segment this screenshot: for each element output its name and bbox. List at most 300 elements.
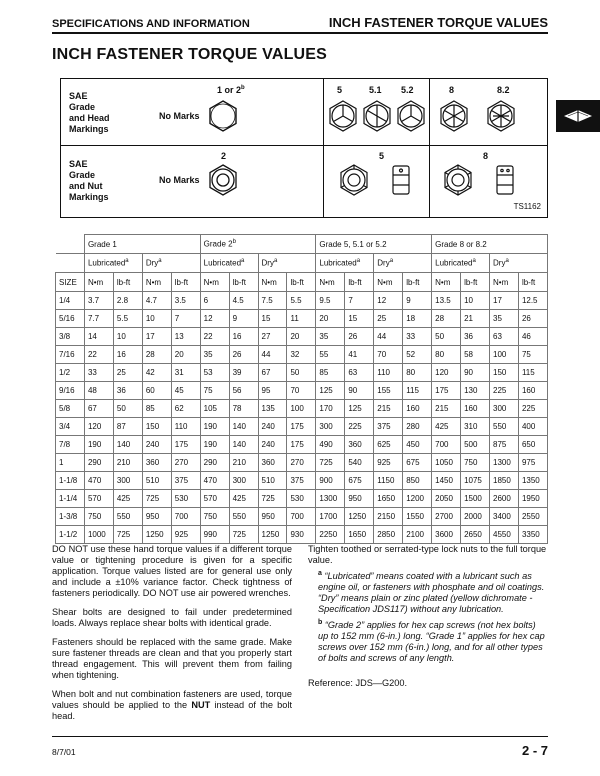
unit-nm: N•m bbox=[490, 273, 519, 292]
torque-cell: 3.7 bbox=[84, 292, 113, 310]
torque-cell: 21 bbox=[461, 310, 490, 328]
torque-cell: 290 bbox=[84, 454, 113, 472]
size-header: SIZE bbox=[56, 273, 85, 292]
size-cell: 7/16 bbox=[56, 346, 85, 364]
left-text-column bbox=[52, 544, 292, 730]
unit-nm: N•m bbox=[142, 273, 171, 292]
torque-cell: 375 bbox=[171, 472, 200, 490]
torque-cell: 6 bbox=[200, 292, 229, 310]
torque-cell: 90 bbox=[345, 382, 374, 400]
torque-cell: 425 bbox=[432, 418, 461, 436]
torque-cell: 175 bbox=[171, 436, 200, 454]
torque-cell: 26 bbox=[229, 346, 258, 364]
torque-cell: 120 bbox=[432, 364, 461, 382]
grade-8-head-icons bbox=[437, 99, 537, 133]
unit-lbft: lb-ft bbox=[518, 273, 547, 292]
lubricated-header: Lubricated$^a$ bbox=[84, 254, 142, 273]
torque-cell: 2100 bbox=[403, 526, 432, 544]
torque-cell: 725 bbox=[316, 454, 345, 472]
torque-cell: 215 bbox=[432, 400, 461, 418]
grade-1-header: Grade 1 bbox=[84, 235, 200, 254]
torque-cell: 4.5 bbox=[229, 292, 258, 310]
torque-cell: 530 bbox=[171, 490, 200, 508]
torque-cell: 13.5 bbox=[432, 292, 461, 310]
torque-table-body bbox=[56, 292, 548, 544]
torque-cell: 190 bbox=[200, 418, 229, 436]
footer-date: 8/7/01 bbox=[52, 747, 76, 757]
unit-nm: N•m bbox=[200, 273, 229, 292]
table-row bbox=[56, 346, 548, 364]
torque-cell: 7.5 bbox=[258, 292, 287, 310]
torque-cell: 570 bbox=[84, 490, 113, 508]
torque-cell: 375 bbox=[287, 472, 316, 490]
torque-cell: 225 bbox=[490, 382, 519, 400]
paragraph-combination: When bolt and nut combination fasteners are used, torque values should be applied to the NUT instead of the bolt head. bbox=[52, 689, 292, 721]
grade-8-nut-icons bbox=[441, 163, 525, 197]
header-topic: INCH FASTENER TORQUE VALUES bbox=[328, 15, 548, 30]
torque-cell: 3350 bbox=[518, 526, 547, 544]
torque-cell: 2550 bbox=[518, 508, 547, 526]
torque-cell: 190 bbox=[84, 436, 113, 454]
torque-cell: 125 bbox=[316, 382, 345, 400]
torque-cell: 27 bbox=[258, 328, 287, 346]
torque-cell: 850 bbox=[403, 472, 432, 490]
torque-cell: 85 bbox=[316, 364, 345, 382]
torque-cell: 12 bbox=[374, 292, 403, 310]
torque-cell: 3.5 bbox=[171, 292, 200, 310]
torque-cell: 45 bbox=[171, 382, 200, 400]
torque-cell: 115 bbox=[403, 382, 432, 400]
torque-cell: 270 bbox=[171, 454, 200, 472]
running-header bbox=[52, 10, 548, 30]
footer-rule bbox=[52, 736, 548, 737]
torque-cell: 35 bbox=[316, 328, 345, 346]
torque-cell: 20 bbox=[287, 328, 316, 346]
torque-cell: 160 bbox=[518, 382, 547, 400]
torque-cell: 300 bbox=[490, 400, 519, 418]
size-cell: 9/16 bbox=[56, 382, 85, 400]
size-cell: 3/8 bbox=[56, 328, 85, 346]
torque-cell: 9 bbox=[229, 310, 258, 328]
torque-cell: 625 bbox=[374, 436, 403, 454]
unit-lbft: lb-ft bbox=[461, 273, 490, 292]
torque-cell: 4.7 bbox=[142, 292, 171, 310]
torque-cell: 1300 bbox=[490, 454, 519, 472]
condition-header-row bbox=[56, 254, 548, 273]
torque-cell: 1650 bbox=[345, 526, 374, 544]
nut-grade-8: 8 bbox=[483, 151, 489, 161]
torque-cell: 67 bbox=[84, 400, 113, 418]
torque-cell: 540 bbox=[345, 454, 374, 472]
torque-cell: 90 bbox=[461, 364, 490, 382]
torque-cell: 10 bbox=[142, 310, 171, 328]
hex-nut-plain-icon bbox=[206, 163, 240, 197]
lubricated-header: Lubricated$^a$ bbox=[316, 254, 374, 273]
torque-cell: 7 bbox=[345, 292, 374, 310]
torque-cell: 650 bbox=[518, 436, 547, 454]
torque-cell: 550 bbox=[490, 418, 519, 436]
head-markings-label: SAE Grade and Head Markings bbox=[69, 91, 110, 134]
torque-cell: 470 bbox=[200, 472, 229, 490]
grade-5-nut-icons bbox=[337, 163, 421, 197]
torque-cell: 78 bbox=[229, 400, 258, 418]
unit-nm: N•m bbox=[432, 273, 461, 292]
size-cell: 1-1/4 bbox=[56, 490, 85, 508]
torque-cell: 2000 bbox=[461, 508, 490, 526]
unit-nm: N•m bbox=[84, 273, 113, 292]
torque-cell: 750 bbox=[84, 508, 113, 526]
torque-cell: 450 bbox=[403, 436, 432, 454]
section-tab bbox=[556, 100, 600, 132]
torque-cell: 2.8 bbox=[113, 292, 142, 310]
torque-cell: 2600 bbox=[490, 490, 519, 508]
torque-cell: 7.7 bbox=[84, 310, 113, 328]
torque-cell: 3400 bbox=[490, 508, 519, 526]
torque-cell: 39 bbox=[229, 364, 258, 382]
grade-5-header: Grade 5, 5.1 or 5.2 bbox=[316, 235, 432, 254]
torque-cell: 2650 bbox=[461, 526, 490, 544]
torque-cell: 360 bbox=[258, 454, 287, 472]
torque-cell: 1250 bbox=[258, 526, 287, 544]
torque-cell: 80 bbox=[432, 346, 461, 364]
torque-cell: 5.5 bbox=[287, 292, 316, 310]
torque-cell: 13 bbox=[171, 328, 200, 346]
torque-cell: 150 bbox=[142, 418, 171, 436]
footnote-b: $^b$ “Grade 2” applies for hex cap screws (not hex bolts) up to 152 mm (6-in.) long. “Grade 1” applies for hex cap screws over 152 mm (6-in.) long, and for all other types of bolts and screws of any length. bbox=[318, 619, 545, 664]
head-grade-8-2: 8.2 bbox=[497, 85, 510, 95]
torque-cell: 675 bbox=[345, 472, 374, 490]
torque-cell: 725 bbox=[229, 526, 258, 544]
torque-cell: 1850 bbox=[490, 472, 519, 490]
torque-cell: 510 bbox=[142, 472, 171, 490]
torque-cell: 32 bbox=[287, 346, 316, 364]
torque-cell: 240 bbox=[142, 436, 171, 454]
torque-cell: 1350 bbox=[518, 472, 547, 490]
torque-cell: 15 bbox=[345, 310, 374, 328]
torque-cell: 290 bbox=[200, 454, 229, 472]
torque-cell: 46 bbox=[518, 328, 547, 346]
torque-cell: 930 bbox=[287, 526, 316, 544]
torque-cell: 26 bbox=[345, 328, 374, 346]
torque-cell: 28 bbox=[432, 310, 461, 328]
torque-cell: 530 bbox=[287, 490, 316, 508]
paragraph-lock-nuts: Tighten toothed or serrated-type lock nuts to the full torque value. bbox=[308, 544, 547, 565]
size-cell: 5/8 bbox=[56, 400, 85, 418]
torque-cell: 25 bbox=[113, 364, 142, 382]
torque-cell: 300 bbox=[113, 472, 142, 490]
torque-cell: 425 bbox=[113, 490, 142, 508]
dry-header: Dry$^a$ bbox=[374, 254, 432, 273]
unit-lbft: lb-ft bbox=[113, 273, 142, 292]
torque-cell: 17 bbox=[490, 292, 519, 310]
lubricated-header: Lubricated$^a$ bbox=[200, 254, 258, 273]
torque-cell: 75 bbox=[518, 346, 547, 364]
torque-cell: 675 bbox=[403, 454, 432, 472]
torque-cell: 175 bbox=[432, 382, 461, 400]
torque-cell: 16 bbox=[229, 328, 258, 346]
nut-grade-5: 5 bbox=[379, 151, 385, 161]
torque-cell: 95 bbox=[258, 382, 287, 400]
torque-cell: 140 bbox=[229, 436, 258, 454]
torque-cell: 950 bbox=[142, 508, 171, 526]
torque-cell: 750 bbox=[461, 454, 490, 472]
nut-no-marks: No Marks bbox=[159, 175, 200, 185]
torque-cell: 875 bbox=[490, 436, 519, 454]
torque-cell: 20 bbox=[171, 346, 200, 364]
unit-nm: N•m bbox=[258, 273, 287, 292]
torque-cell: 950 bbox=[258, 508, 287, 526]
nut-grade-2: 2 bbox=[221, 151, 227, 161]
torque-cell: 70 bbox=[374, 346, 403, 364]
torque-cell: 36 bbox=[113, 382, 142, 400]
torque-cell: 9 bbox=[403, 292, 432, 310]
torque-cell: 225 bbox=[345, 418, 374, 436]
torque-cell: 270 bbox=[287, 454, 316, 472]
dry-header: Dry$^a$ bbox=[258, 254, 316, 273]
torque-cell: 56 bbox=[229, 382, 258, 400]
torque-cell: 10 bbox=[113, 328, 142, 346]
torque-cell: 100 bbox=[287, 400, 316, 418]
torque-cell: 58 bbox=[461, 346, 490, 364]
torque-cell: 48 bbox=[84, 382, 113, 400]
torque-cell: 25 bbox=[374, 310, 403, 328]
torque-cell: 67 bbox=[258, 364, 287, 382]
unit-lbft: lb-ft bbox=[287, 273, 316, 292]
torque-cell: 950 bbox=[345, 490, 374, 508]
size-cell: 1/4 bbox=[56, 292, 85, 310]
torque-cell: 375 bbox=[374, 418, 403, 436]
torque-cell: 12 bbox=[200, 310, 229, 328]
torque-cell: 1300 bbox=[316, 490, 345, 508]
torque-cell: 1200 bbox=[403, 490, 432, 508]
torque-cell: 160 bbox=[461, 400, 490, 418]
torque-cell: 360 bbox=[345, 436, 374, 454]
torque-cell: 900 bbox=[316, 472, 345, 490]
grade-5-head-icons bbox=[327, 99, 427, 133]
torque-cell: 700 bbox=[432, 436, 461, 454]
table-row bbox=[56, 508, 548, 526]
table-row bbox=[56, 490, 548, 508]
torque-cell: 55 bbox=[316, 346, 345, 364]
torque-cell: 85 bbox=[142, 400, 171, 418]
torque-cell: 53 bbox=[200, 364, 229, 382]
figure-ref: TS1162 bbox=[513, 202, 541, 211]
torque-cell: 215 bbox=[374, 400, 403, 418]
torque-cell: 10 bbox=[461, 292, 490, 310]
unit-nm: N•m bbox=[316, 273, 345, 292]
torque-cell: 570 bbox=[200, 490, 229, 508]
head-no-marks: No Marks bbox=[159, 111, 200, 121]
torque-cell: 2850 bbox=[374, 526, 403, 544]
nut-markings-label: SAE Grade and Nut Markings bbox=[69, 159, 109, 202]
torque-cell: 360 bbox=[142, 454, 171, 472]
torque-cell: 1075 bbox=[461, 472, 490, 490]
torque-cell: 470 bbox=[84, 472, 113, 490]
torque-cell: 425 bbox=[229, 490, 258, 508]
torque-cell: 550 bbox=[113, 508, 142, 526]
torque-cell: 1650 bbox=[374, 490, 403, 508]
torque-cell: 1950 bbox=[518, 490, 547, 508]
torque-cell: 110 bbox=[374, 364, 403, 382]
torque-cell: 700 bbox=[171, 508, 200, 526]
torque-cell: 60 bbox=[142, 382, 171, 400]
torque-cell: 87 bbox=[113, 418, 142, 436]
torque-cell: 1000 bbox=[84, 526, 113, 544]
header-section: SPECIFICATIONS AND INFORMATION bbox=[52, 18, 250, 30]
table-row bbox=[56, 400, 548, 418]
footnote-a: $^a$ “Lubricated” means coated with a lubricant such as engine oil, or fasteners with phosphate and oil coatings. “Dry” means plain or zinc plated (yellow dichromate - Specification JDS117) without any lubrication. bbox=[318, 570, 545, 615]
torque-cell: 140 bbox=[229, 418, 258, 436]
torque-cell: 1150 bbox=[374, 472, 403, 490]
grade-markings-figure bbox=[60, 78, 548, 218]
torque-cell: 36 bbox=[461, 328, 490, 346]
head-grade-5-1: 5.1 bbox=[369, 85, 382, 95]
torque-cell: 50 bbox=[113, 400, 142, 418]
torque-cell: 120 bbox=[84, 418, 113, 436]
torque-cell: 280 bbox=[403, 418, 432, 436]
torque-cell: 80 bbox=[403, 364, 432, 382]
size-cell: 5/16 bbox=[56, 310, 85, 328]
table-row bbox=[56, 310, 548, 328]
unit-lbft: lb-ft bbox=[345, 273, 374, 292]
unit-lbft: lb-ft bbox=[171, 273, 200, 292]
torque-cell: 22 bbox=[200, 328, 229, 346]
torque-cell: 510 bbox=[258, 472, 287, 490]
torque-cell: 115 bbox=[518, 364, 547, 382]
table-row bbox=[56, 328, 548, 346]
torque-cell: 925 bbox=[171, 526, 200, 544]
dry-header: Dry$^a$ bbox=[142, 254, 200, 273]
torque-cell: 4550 bbox=[490, 526, 519, 544]
header-rule bbox=[52, 32, 548, 34]
torque-cell: 9.5 bbox=[316, 292, 345, 310]
table-row bbox=[56, 382, 548, 400]
torque-cell: 7 bbox=[171, 310, 200, 328]
torque-cell: 175 bbox=[287, 418, 316, 436]
paragraph-usage: DO NOT use these hand torque values if a different torque value or tightening procedure is given for a specific application. Torque values listed are for general use only and include a ±10% variance factor. Check tightness of fasteners periodically. DO NOT use air powered wrenches. bbox=[52, 544, 292, 598]
torque-cell: 41 bbox=[345, 346, 374, 364]
head-grade-5-2: 5.2 bbox=[401, 85, 414, 95]
table-row bbox=[56, 472, 548, 490]
torque-cell: 50 bbox=[432, 328, 461, 346]
torque-cell: 5.5 bbox=[113, 310, 142, 328]
torque-cell: 17 bbox=[142, 328, 171, 346]
grade-8-header: Grade 8 or 8.2 bbox=[432, 235, 548, 254]
head-grade-8: 8 bbox=[449, 85, 455, 95]
page-number: 2 - 7 bbox=[521, 743, 548, 758]
torque-cell: 170 bbox=[316, 400, 345, 418]
torque-cell: 26 bbox=[518, 310, 547, 328]
book-icon bbox=[562, 106, 594, 126]
torque-cell: 63 bbox=[490, 328, 519, 346]
torque-cell: 11 bbox=[287, 310, 316, 328]
torque-cell: 1500 bbox=[461, 490, 490, 508]
unit-lbft: lb-ft bbox=[403, 273, 432, 292]
torque-cell: 16 bbox=[113, 346, 142, 364]
torque-cell: 14 bbox=[84, 328, 113, 346]
page-title: INCH FASTENER TORQUE VALUES bbox=[52, 46, 328, 63]
size-cell: 1-1/8 bbox=[56, 472, 85, 490]
torque-cell: 700 bbox=[287, 508, 316, 526]
size-cell: 3/4 bbox=[56, 418, 85, 436]
hex-head-plain-icon bbox=[206, 99, 240, 133]
size-cell: 1 bbox=[56, 454, 85, 472]
torque-cell: 310 bbox=[461, 418, 490, 436]
torque-cell: 75 bbox=[200, 382, 229, 400]
torque-cell: 44 bbox=[258, 346, 287, 364]
torque-cell: 63 bbox=[345, 364, 374, 382]
torque-cell: 35 bbox=[490, 310, 519, 328]
dry-header: Dry$^a$ bbox=[490, 254, 548, 273]
torque-cell: 130 bbox=[461, 382, 490, 400]
torque-cell: 750 bbox=[200, 508, 229, 526]
torque-cell: 1250 bbox=[345, 508, 374, 526]
torque-cell: 2700 bbox=[432, 508, 461, 526]
torque-cell: 110 bbox=[171, 418, 200, 436]
torque-cell: 2050 bbox=[432, 490, 461, 508]
torque-cell: 44 bbox=[374, 328, 403, 346]
torque-cell: 160 bbox=[403, 400, 432, 418]
torque-cell: 135 bbox=[258, 400, 287, 418]
torque-cell: 190 bbox=[200, 436, 229, 454]
reference-note: Reference: JDS—G200. bbox=[308, 678, 408, 689]
torque-cell: 1550 bbox=[403, 508, 432, 526]
torque-cell: 300 bbox=[316, 418, 345, 436]
torque-cell: 33 bbox=[403, 328, 432, 346]
size-cell: 7/8 bbox=[56, 436, 85, 454]
torque-cell: 1250 bbox=[142, 526, 171, 544]
torque-cell: 155 bbox=[374, 382, 403, 400]
size-cell: 1-3/8 bbox=[56, 508, 85, 526]
torque-cell: 50 bbox=[287, 364, 316, 382]
table-row bbox=[56, 436, 548, 454]
torque-cell: 975 bbox=[518, 454, 547, 472]
torque-cell: 31 bbox=[171, 364, 200, 382]
torque-cell: 35 bbox=[200, 346, 229, 364]
torque-cell: 175 bbox=[287, 436, 316, 454]
right-text-column bbox=[308, 544, 548, 697]
torque-cell: 490 bbox=[316, 436, 345, 454]
torque-cell: 150 bbox=[490, 364, 519, 382]
lubricated-header: Lubricated$^a$ bbox=[432, 254, 490, 273]
torque-cell: 18 bbox=[403, 310, 432, 328]
torque-cell: 28 bbox=[142, 346, 171, 364]
torque-cell: 725 bbox=[142, 490, 171, 508]
head-grade-1-2: 1 or 2$^b$ bbox=[217, 85, 245, 95]
paragraph-shear-bolts: Shear bolts are designed to fail under predetermined loads. Always replace shear bolts with identical grade. bbox=[52, 607, 292, 628]
table-row bbox=[56, 526, 548, 544]
table-row bbox=[56, 292, 548, 310]
torque-cell: 100 bbox=[490, 346, 519, 364]
unit-nm: N•m bbox=[374, 273, 403, 292]
torque-cell: 33 bbox=[84, 364, 113, 382]
torque-cell: 925 bbox=[374, 454, 403, 472]
table-row bbox=[56, 364, 548, 382]
torque-cell: 70 bbox=[287, 382, 316, 400]
torque-cell: 52 bbox=[403, 346, 432, 364]
torque-cell: 105 bbox=[200, 400, 229, 418]
table-row bbox=[56, 418, 548, 436]
torque-cell: 12.5 bbox=[518, 292, 547, 310]
torque-cell: 225 bbox=[518, 400, 547, 418]
torque-cell: 42 bbox=[142, 364, 171, 382]
torque-cell: 400 bbox=[518, 418, 547, 436]
torque-cell: 550 bbox=[229, 508, 258, 526]
unit-lbft: lb-ft bbox=[229, 273, 258, 292]
torque-cell: 240 bbox=[258, 418, 287, 436]
torque-cell: 725 bbox=[113, 526, 142, 544]
torque-cell: 500 bbox=[461, 436, 490, 454]
